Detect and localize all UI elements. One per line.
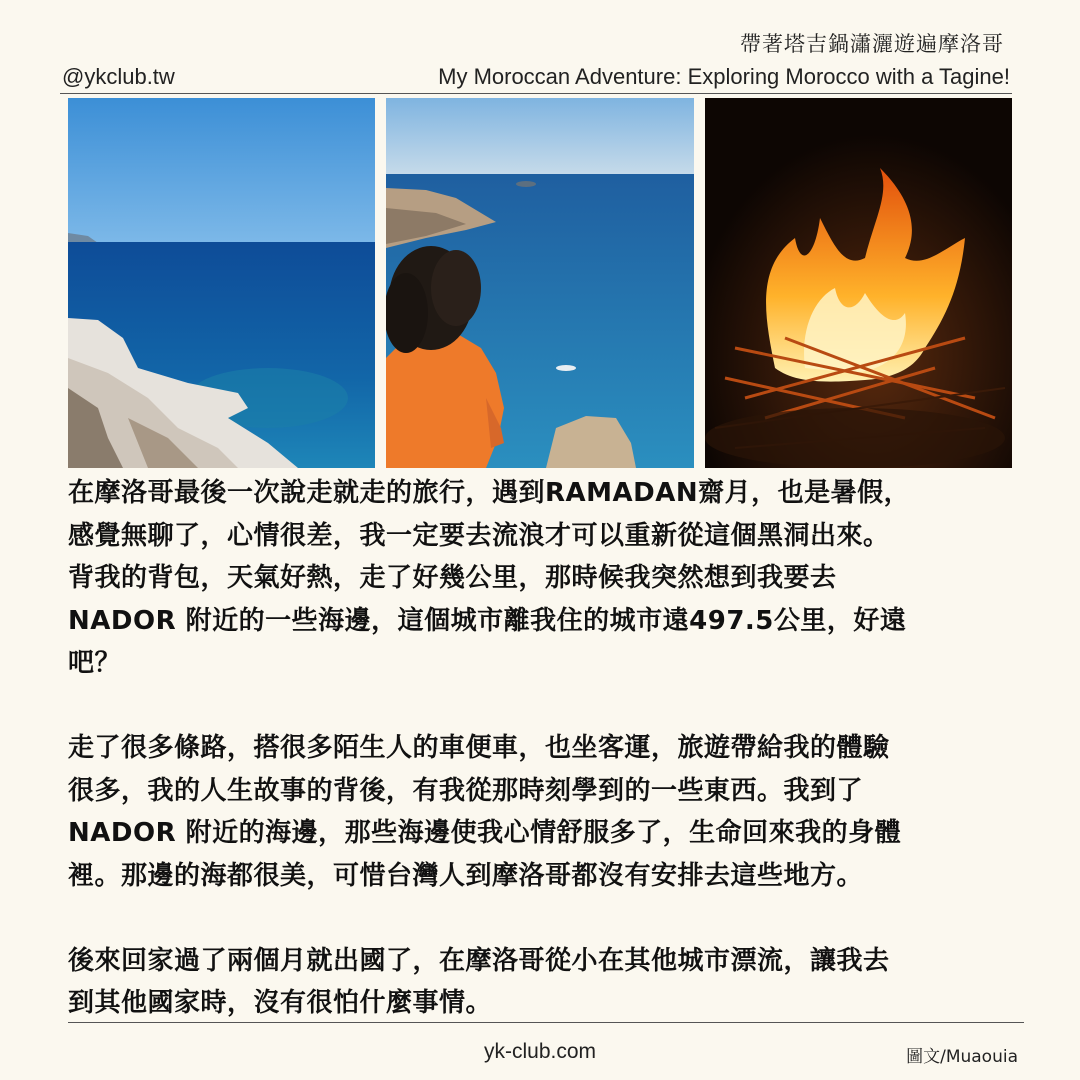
paragraph-gap <box>68 685 1028 728</box>
person-overlooking-sea-photo <box>386 98 694 468</box>
article-line: 感覺無聊了，心情很差，我一定要去流浪才可以重新從這個黑洞出來。 <box>68 520 890 551</box>
article-line: 到其他國家時，沒有很怕什麼事情。 <box>68 988 493 1018</box>
footer-credit: 圖文/Muaouia <box>906 1047 1018 1067</box>
article-line: 吧？ <box>68 648 122 678</box>
article-line: NADOR 附近的海邊，那些海邊使我心情舒服多了，生命回來我的身體 <box>68 818 902 848</box>
paragraph-gap <box>68 897 1028 940</box>
article-line: 走了很多條路，搭很多陌生人的車便車，也坐客運，旅遊帶給我的體驗 <box>68 733 890 763</box>
article-body <box>68 472 1028 1025</box>
article-line: 背我的背包，天氣好熱，走了好幾公里，那時候我突然想到我要去 <box>68 563 837 593</box>
article-line: 後來回家過了兩個月就出國了，在摩洛哥從小在其他城市漂流，讓我去 <box>68 945 890 976</box>
article-line: NADOR 附近的一些海邊，這個城市離我住的城市遠497.5公里，好遠 <box>68 605 907 636</box>
bottom-divider <box>68 1022 1024 1023</box>
header-title-zh: 帶著塔吉鍋瀟灑遊遍摩洛哥 <box>740 32 1004 56</box>
footer-site: yk-club.com <box>483 1040 597 1063</box>
header-title-en: My Moroccan Adventure: Exploring Morocco with a Tagine! <box>438 64 1010 89</box>
account-handle: @ykclub.tw <box>62 64 175 89</box>
article-line: 裡。那邊的海都很美，可惜台灣人到摩洛哥都沒有安排去這些地方。 <box>68 860 864 891</box>
article-line: 很多，我的人生故事的背後，有我從那時刻學到的一些東西。我到了 <box>68 775 864 806</box>
campfire-photo <box>705 98 1012 468</box>
article-line: 在摩洛哥最後一次說走就走的旅行，遇到RAMADAN齋月，也是暑假， <box>68 478 911 508</box>
sea-cliff-photo <box>68 98 375 468</box>
top-divider <box>60 93 1012 94</box>
